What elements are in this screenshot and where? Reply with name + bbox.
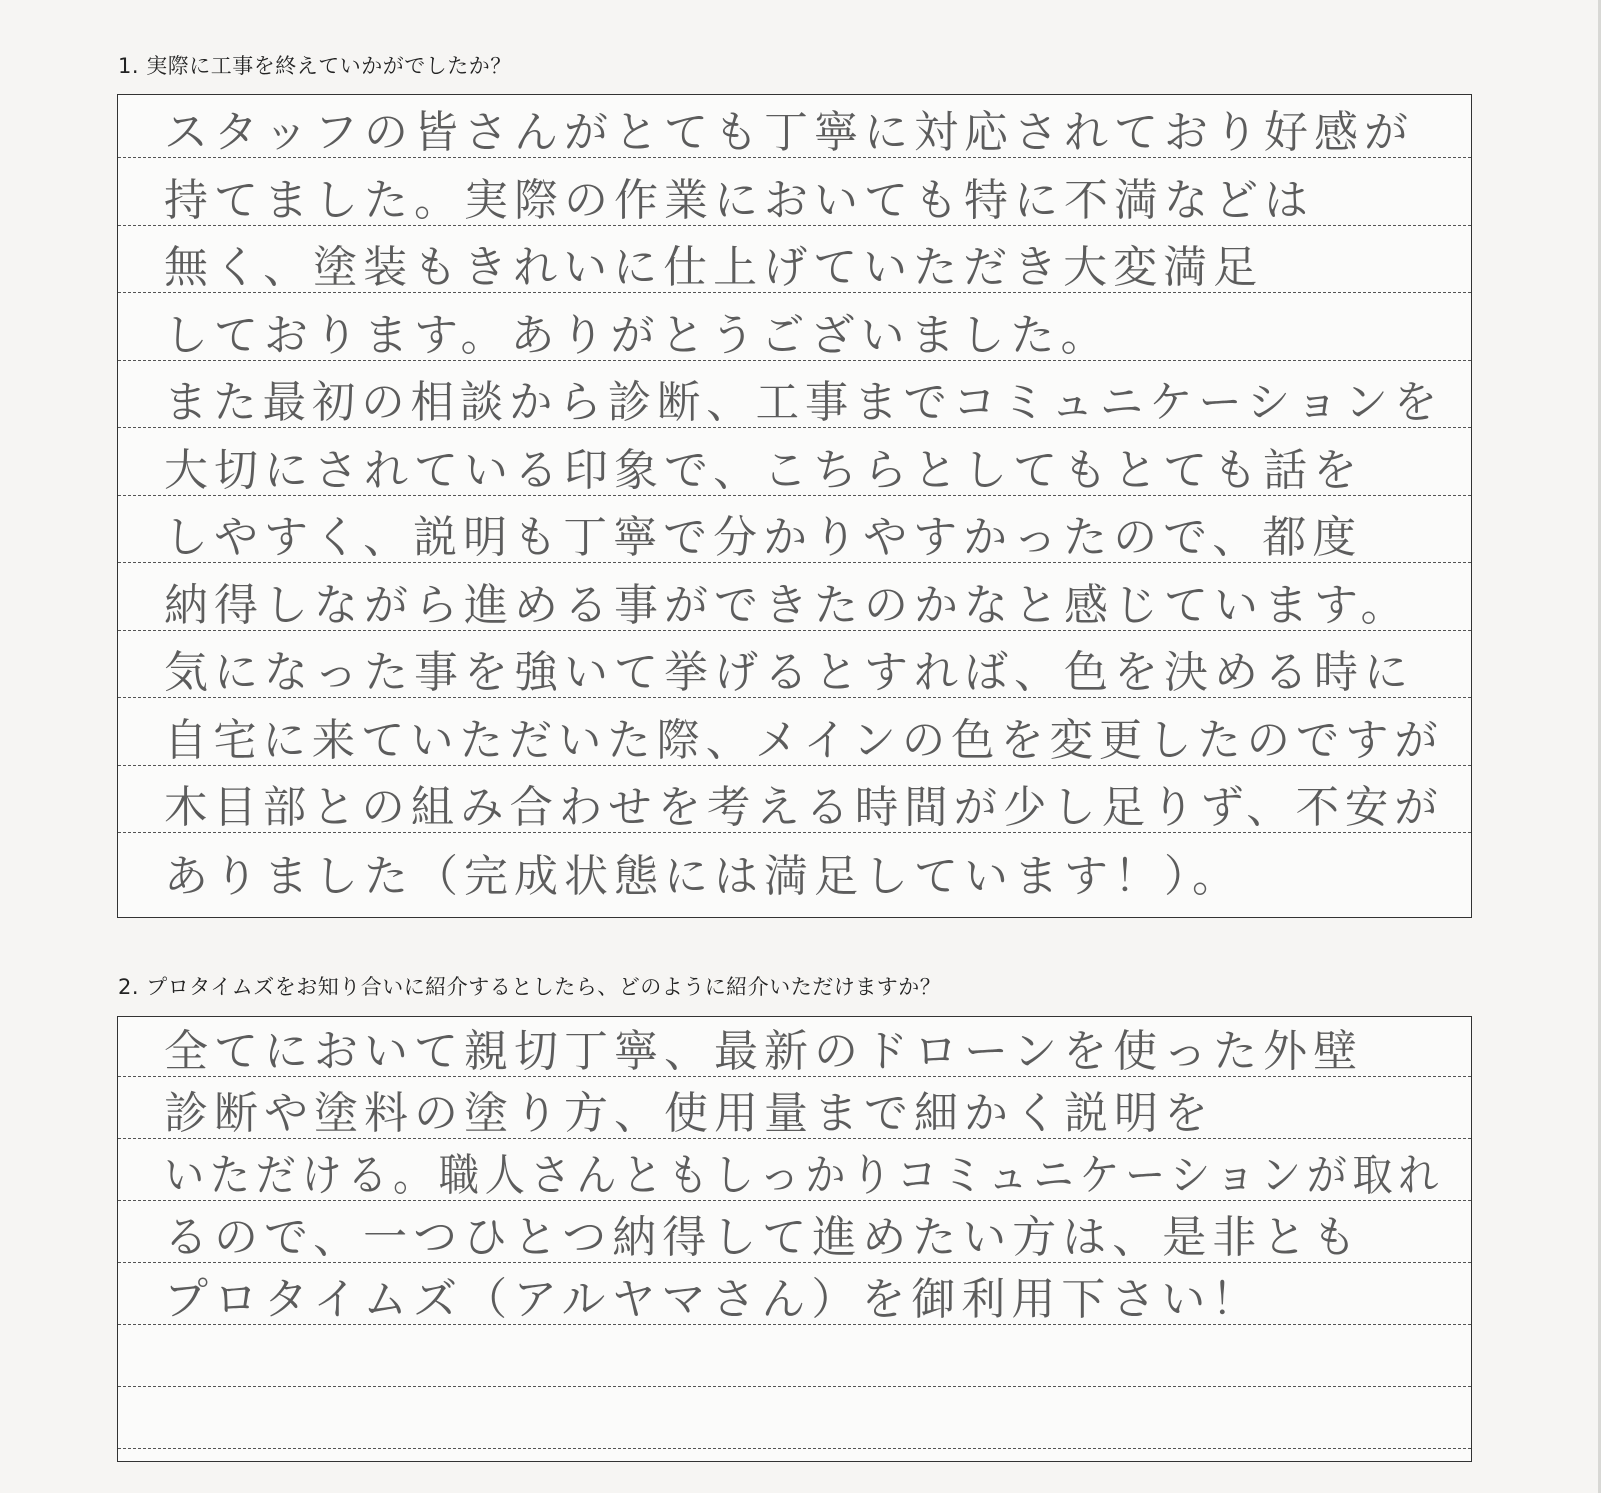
handwritten-text: スタッフの皆さんがとても丁寧に対応されており好感が bbox=[164, 107, 1414, 158]
question-2-title: 2. プロタイムズをお知り合いに紹介するとしたら、どのように紹介いただけますか？ bbox=[118, 975, 942, 999]
answer-line bbox=[118, 1325, 1471, 1387]
handwritten-text: 診断や塗料の塗り方、使用量まで細かく説明を bbox=[164, 1088, 1214, 1139]
handwritten-text: 納得しながら進める事ができたのかなと感じています。 bbox=[164, 579, 1411, 631]
handwritten-text: 全てにおいて親切丁寧、最新のドローンを使った外壁 bbox=[164, 1026, 1364, 1077]
answer-line bbox=[118, 158, 1471, 226]
answer-line bbox=[118, 293, 1471, 361]
handwritten-text: しております。ありがとうございました。 bbox=[164, 309, 1111, 361]
answer-line bbox=[118, 1077, 1471, 1139]
answer-line bbox=[118, 496, 1471, 564]
answer-line bbox=[118, 563, 1471, 631]
answer-line bbox=[118, 1387, 1471, 1449]
question-1-title: 1. 実際に工事を終えていかがでしたか？ bbox=[118, 54, 512, 78]
handwritten-text: しやすく、説明も丁寧で分かりやすかったので、都度 bbox=[164, 512, 1363, 563]
handwritten-text: また最初の相談から診断、工事までコミュニケーションを bbox=[164, 377, 1444, 428]
handwritten-text: 気になった事を強いて挙げるとすれば、色を決める時に bbox=[164, 647, 1414, 698]
answer-line bbox=[118, 833, 1471, 901]
answer-line bbox=[118, 766, 1471, 834]
answer-1-box bbox=[117, 94, 1472, 918]
answer-line bbox=[118, 698, 1471, 766]
answer-line bbox=[118, 91, 1471, 159]
handwritten-text: いただける。職人さんともしっかりコミュニケーションが取れ bbox=[164, 1150, 1444, 1201]
answer-line bbox=[118, 1015, 1471, 1077]
handwritten-text: 持てました。実際の作業においても特に不満などは bbox=[164, 174, 1314, 226]
answer-line bbox=[118, 226, 1471, 294]
answer-line bbox=[118, 428, 1471, 496]
handwritten-text: 大切にされている印象で、こちらとしてもとても話を bbox=[164, 444, 1364, 496]
answer-line bbox=[118, 361, 1471, 429]
handwritten-text: プロタイムズ（アルヤマさん）を御利用下さい！ bbox=[164, 1274, 1262, 1325]
answer-line bbox=[118, 1263, 1471, 1325]
handwritten-text: るので、一つひとつ納得して進めたい方は、是非とも bbox=[164, 1212, 1363, 1263]
handwritten-text: ありました（完成状態には満足しています！）。 bbox=[164, 850, 1242, 902]
handwritten-text: 無く、塗装もきれいに仕上げていただき大変満足 bbox=[164, 242, 1264, 293]
handwritten-text: 木目部との組み合わせを考える時間が少し足りず、不安が bbox=[164, 782, 1444, 833]
answer-2-box bbox=[117, 1016, 1472, 1462]
answer-line bbox=[118, 631, 1471, 699]
answer-line bbox=[118, 1201, 1471, 1263]
handwritten-text: 自宅に来ていただいた際、メインの色を変更したのですが bbox=[164, 714, 1444, 766]
answer-line bbox=[118, 1139, 1471, 1201]
